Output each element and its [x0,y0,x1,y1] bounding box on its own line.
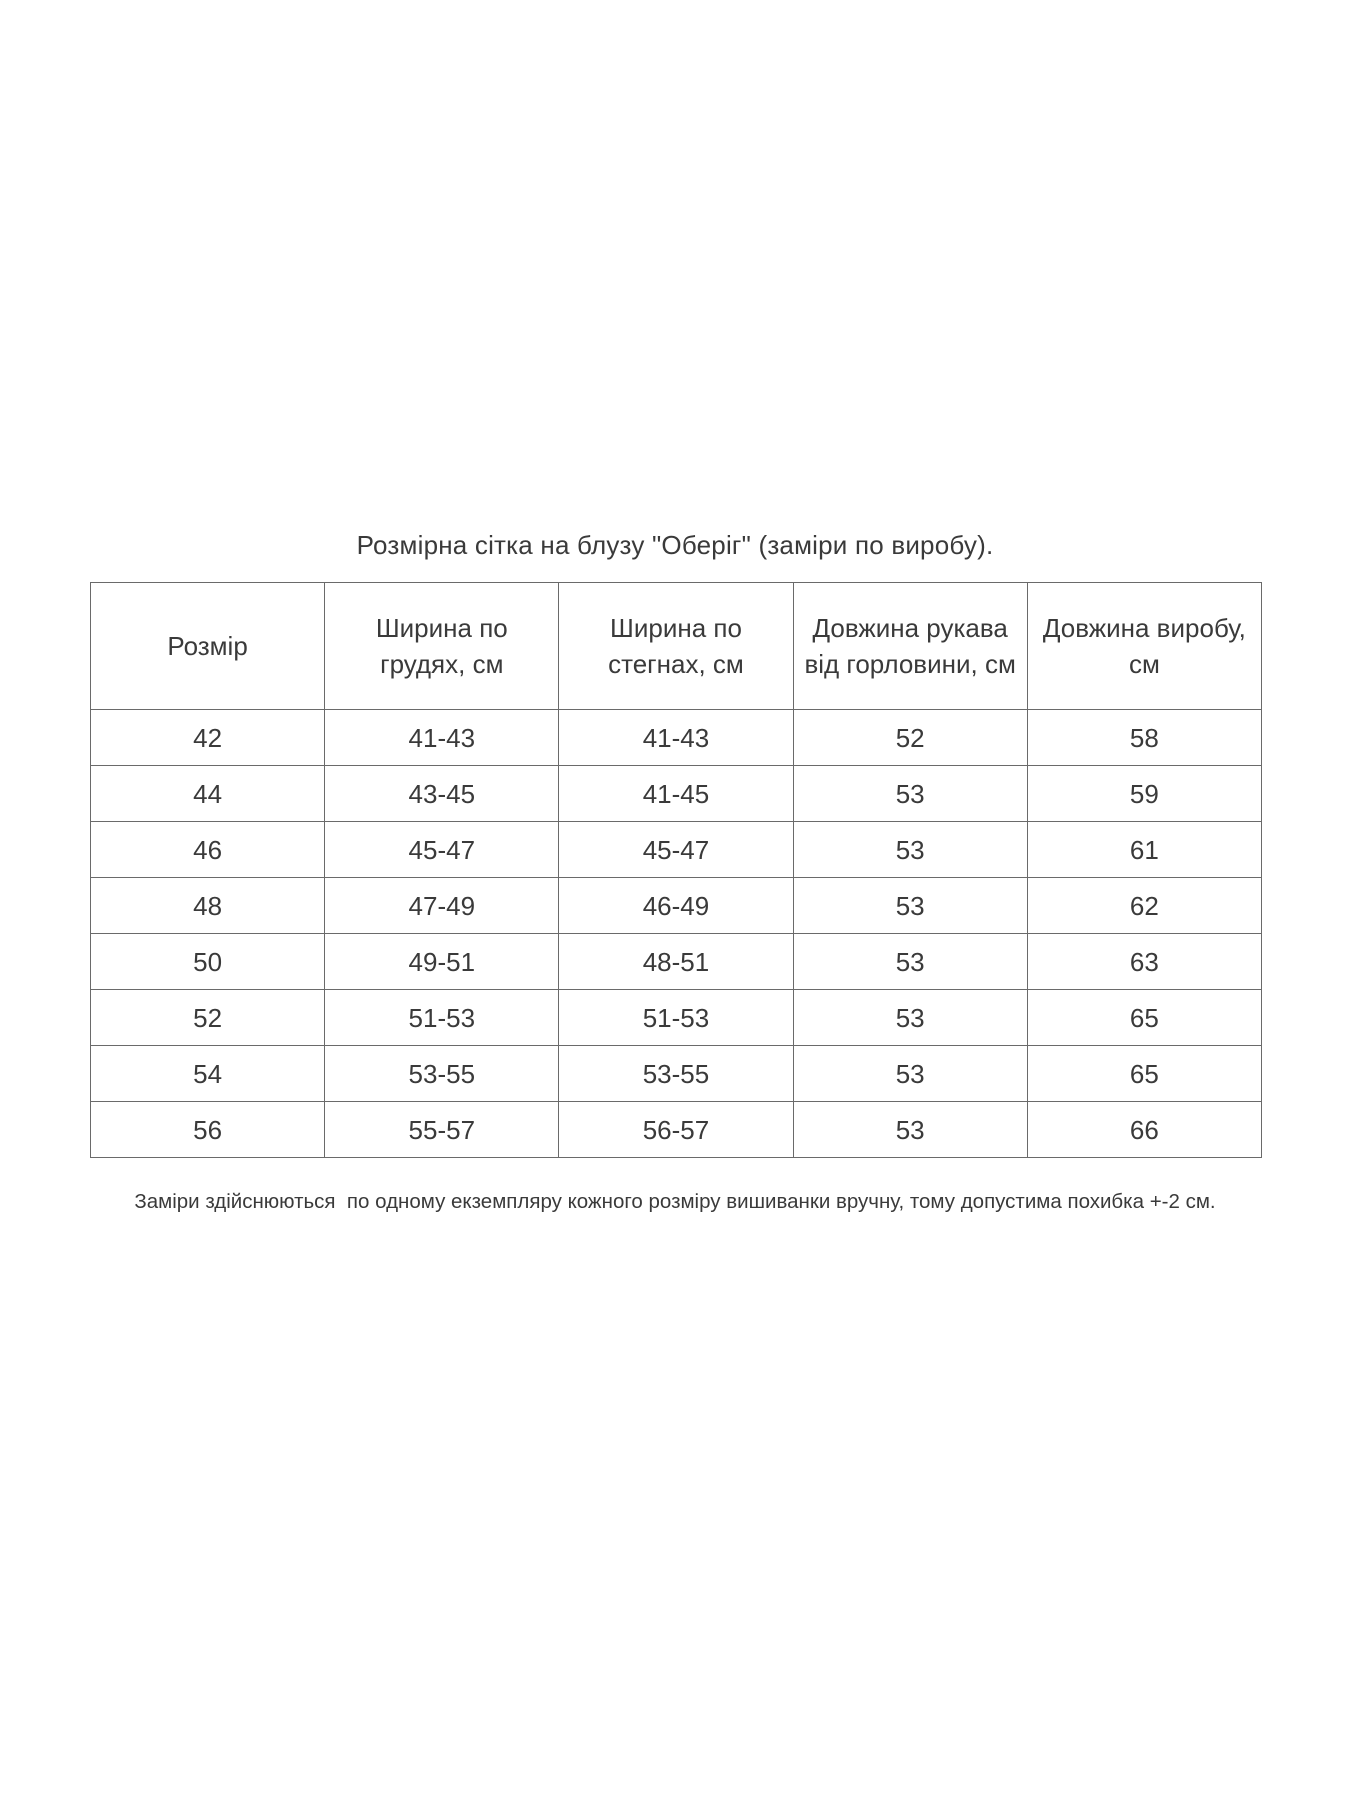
cell-size: 48 [91,878,325,934]
cell-size: 56 [91,1102,325,1158]
header-sleeve-length: Довжина рукава від горловини, см [793,583,1027,710]
cell-hip-width: 48-51 [559,934,793,990]
cell-sleeve-length: 53 [793,878,1027,934]
cell-chest-width: 47-49 [325,878,559,934]
cell-hip-width: 45-47 [559,822,793,878]
table-row [91,990,1262,1046]
cell-garment-length: 63 [1027,934,1261,990]
cell-chest-width: 41-43 [325,710,559,766]
table-body [91,710,1262,1158]
table-row [91,822,1262,878]
table-row [91,1046,1262,1102]
cell-garment-length: 59 [1027,766,1261,822]
cell-size: 52 [91,990,325,1046]
page-title: Розмірна сітка на блузу "Оберіг" (заміри по виробу). [356,530,994,560]
cell-hip-width: 46-49 [559,878,793,934]
cell-chest-width: 43-45 [325,766,559,822]
table-row [91,766,1262,822]
cell-chest-width: 51-53 [325,990,559,1046]
cell-sleeve-length: 53 [793,822,1027,878]
header-row [91,583,1262,710]
cell-sleeve-length: 52 [793,710,1027,766]
cell-garment-length: 61 [1027,822,1261,878]
cell-size: 42 [91,710,325,766]
cell-sleeve-length: 53 [793,1046,1027,1102]
header-size: Розмір [91,583,325,710]
cell-chest-width: 45-47 [325,822,559,878]
cell-sleeve-length: 53 [793,990,1027,1046]
cell-size: 44 [91,766,325,822]
header-hip-width: Ширина по стегнах, см [559,583,793,710]
cell-sleeve-length: 53 [793,934,1027,990]
cell-hip-width: 53-55 [559,1046,793,1102]
cell-size: 54 [91,1046,325,1102]
cell-sleeve-length: 53 [793,766,1027,822]
table-header [91,583,1262,710]
cell-size: 46 [91,822,325,878]
measurement-note: Заміри здійснюються по одному екземпляру кожного розміру вишиванки вручну, тому допустима похибка +-2 см. [134,1190,1216,1213]
header-garment-length: Довжина виробу, см [1027,583,1261,710]
size-chart-table [90,582,1262,1158]
cell-hip-width: 56-57 [559,1102,793,1158]
table-row [91,1102,1262,1158]
cell-chest-width: 53-55 [325,1046,559,1102]
header-chest-width: Ширина по грудях, см [325,583,559,710]
table-row [91,878,1262,934]
cell-hip-width: 51-53 [559,990,793,1046]
cell-sleeve-length: 53 [793,1102,1027,1158]
cell-garment-length: 65 [1027,990,1261,1046]
cell-chest-width: 49-51 [325,934,559,990]
table-row [91,710,1262,766]
cell-garment-length: 65 [1027,1046,1261,1102]
cell-garment-length: 58 [1027,710,1261,766]
cell-chest-width: 55-57 [325,1102,559,1158]
cell-garment-length: 62 [1027,878,1261,934]
cell-hip-width: 41-45 [559,766,793,822]
cell-hip-width: 41-43 [559,710,793,766]
table-row [91,934,1262,990]
cell-size: 50 [91,934,325,990]
cell-garment-length: 66 [1027,1102,1261,1158]
